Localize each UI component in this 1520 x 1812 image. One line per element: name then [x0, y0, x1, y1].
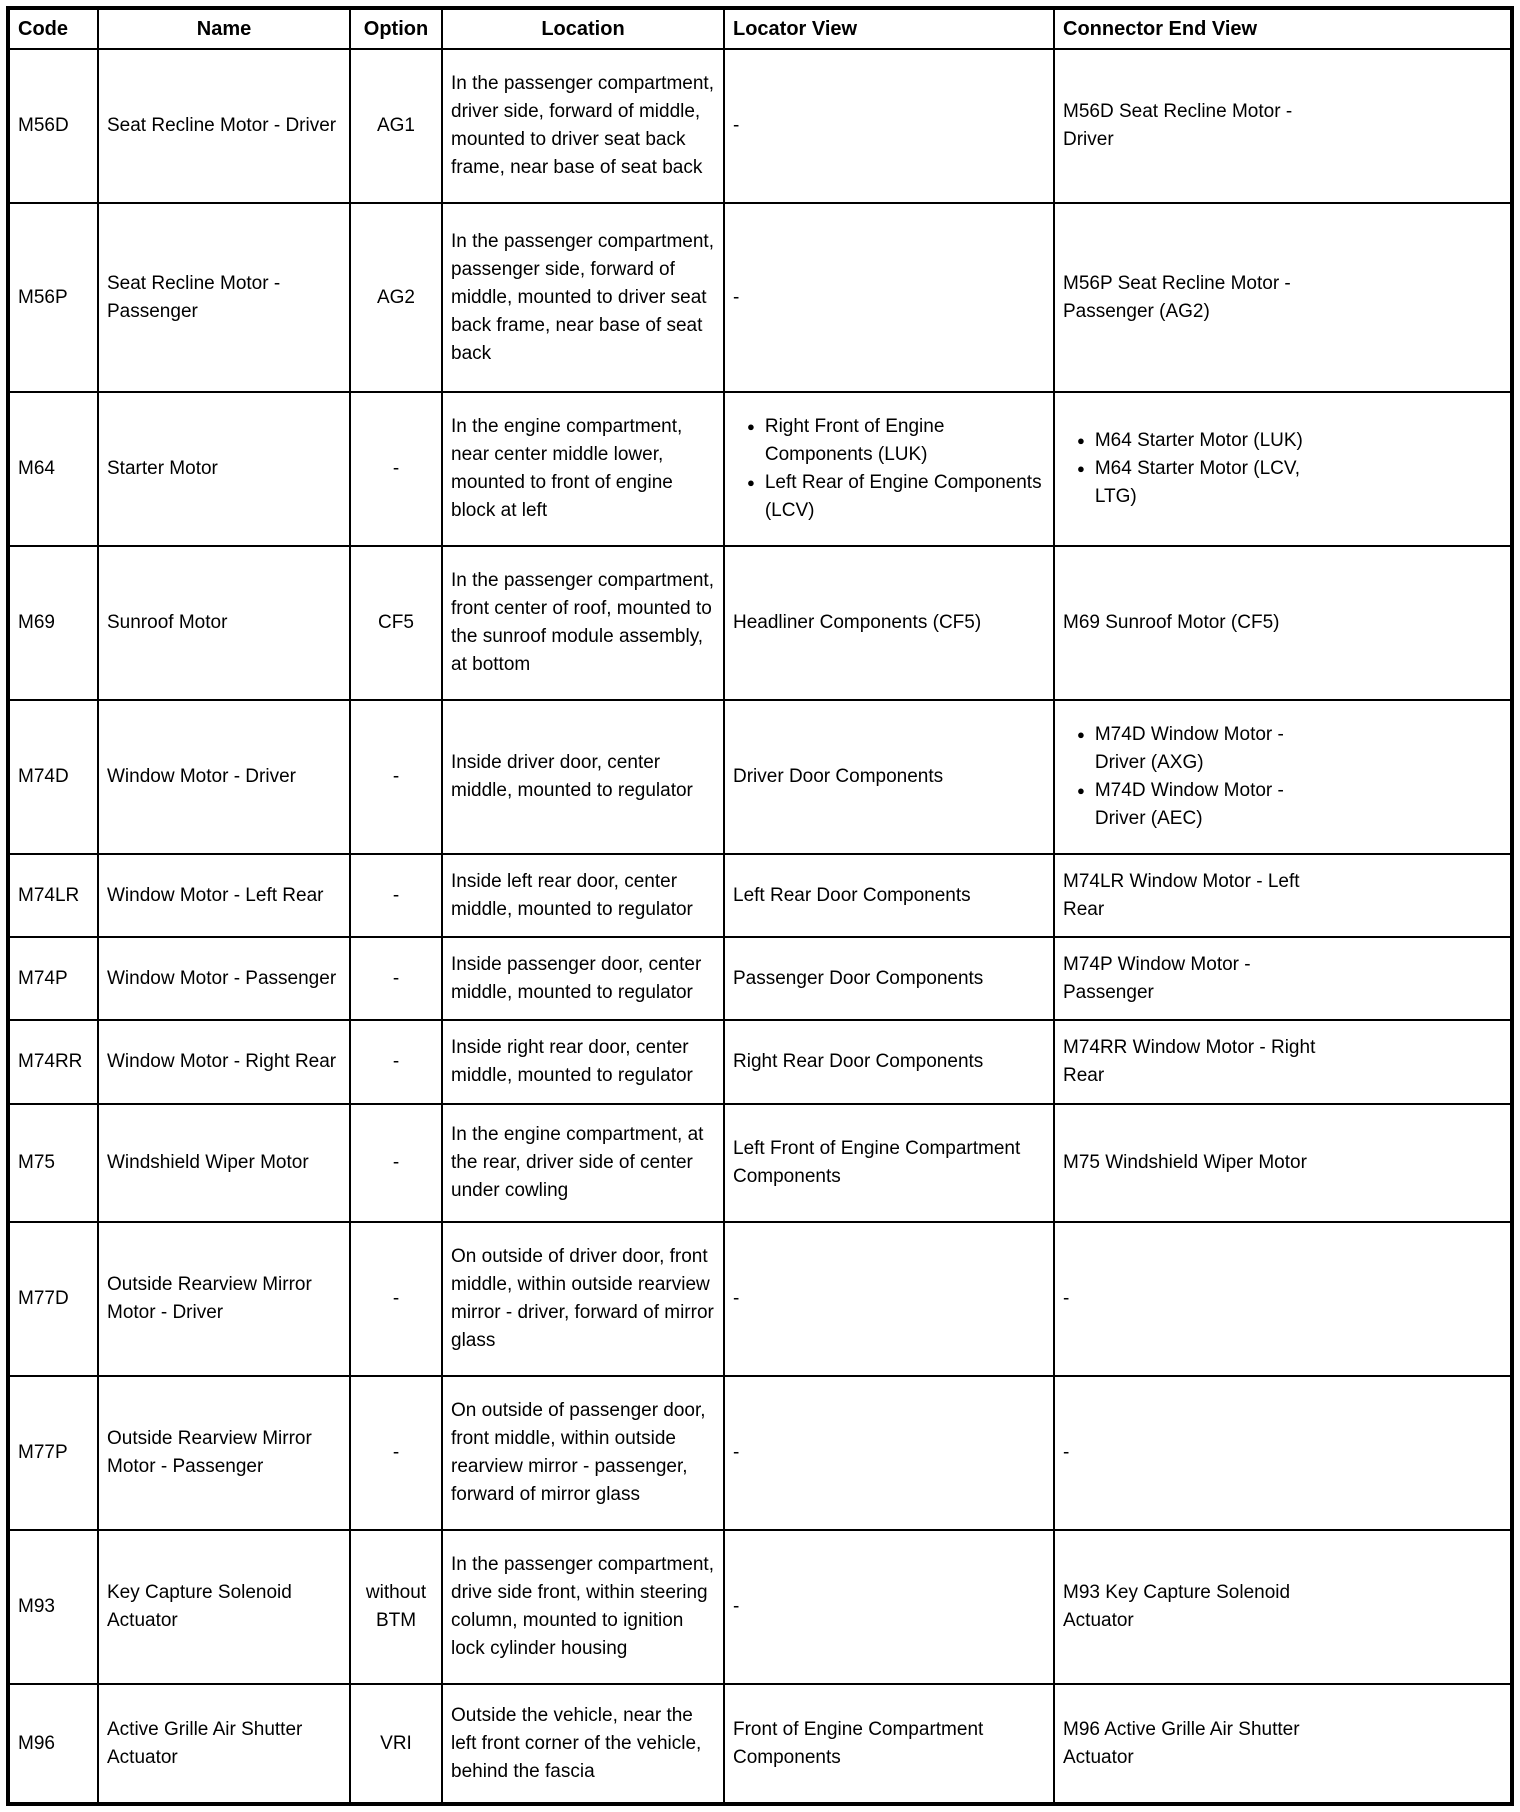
cell-content-option: -: [392, 884, 400, 906]
header-row: [8, 8, 1512, 49]
cell-connector_end_view: [1054, 1376, 1512, 1530]
cell-content-connector_end_view: M96 Active Grille Air Shutter Actuator: [1063, 1718, 1300, 1768]
bullet-text: M74D Window Motor - Driver (AEC): [1094, 779, 1284, 829]
cell-content-name: Window Motor - Right Rear: [107, 1051, 337, 1073]
cell-connector_end_view: [1054, 1684, 1512, 1804]
cell-option: [350, 49, 442, 203]
cell-content-option: AG2: [376, 286, 416, 308]
bullet-item: [1077, 721, 1318, 777]
cell-content-name: Active Grille Air Shutter Actuator: [107, 1718, 303, 1768]
column-header-location: Location: [442, 8, 724, 49]
cell-connector_end_view: [1054, 1104, 1512, 1223]
cell-name: [98, 392, 350, 546]
table-row-M56D: [8, 49, 1512, 203]
cell-content-code: M77D: [18, 1288, 69, 1310]
column-header-option: Option: [350, 8, 442, 49]
cell-content-code: M56P: [18, 286, 68, 308]
cell-content-location: On outside of driver door, front middle, within outside rearview mirror - driver, forward of mirror glass: [451, 1246, 714, 1352]
cell-locator_view: [724, 392, 1054, 546]
table-row-M74RR: [8, 1020, 1512, 1103]
cell-content-code: M96: [18, 1732, 55, 1754]
cell-connector_end_view: [1054, 546, 1512, 700]
cell-connector_end_view: [1054, 937, 1512, 1020]
cell-content-locator_view: -: [733, 1288, 740, 1310]
cell-location: [442, 1530, 724, 1684]
bullet-icon: ●: [747, 419, 755, 435]
table-row-M96: [8, 1684, 1512, 1804]
cell-code: [8, 49, 98, 203]
cell-name: [98, 854, 350, 937]
cell-locator_view: [724, 937, 1054, 1020]
cell-option: [350, 1104, 442, 1223]
cell-code: [8, 203, 98, 392]
cell-location: [442, 1222, 724, 1376]
cell-option: [350, 1684, 442, 1804]
cell-content-location: In the passenger compartment, driver side, forward of middle, mounted to driver seat back frame, near base of seat back: [451, 72, 714, 178]
table-row-M64: [8, 392, 1512, 546]
cell-name: [98, 1530, 350, 1684]
cell-content-name: Starter Motor: [107, 458, 218, 480]
cell-content-code: M77P: [18, 1442, 68, 1464]
cell-code: [8, 700, 98, 854]
cell-location: [442, 392, 724, 546]
bullet-icon: ●: [1077, 782, 1085, 798]
cell-code: [8, 854, 98, 937]
column-header-code: Code: [8, 8, 98, 49]
cell-option: [350, 854, 442, 937]
cell-content-option: -: [392, 765, 400, 787]
bullet-icon: ●: [1077, 726, 1085, 742]
cell-content-code: M93: [18, 1596, 55, 1618]
cell-name: [98, 1684, 350, 1804]
cell-content-connector_end_view: M74P Window Motor - Passenger: [1063, 953, 1251, 1003]
cell-content-code: M74LR: [18, 884, 80, 906]
cell-content-locator_view: Passenger Door Components: [733, 967, 984, 989]
cell-code: [8, 1222, 98, 1376]
cell-content-locator_view: Left Rear Door Components: [733, 884, 971, 906]
cell-content-connector_end_view: [1063, 721, 1318, 833]
cell-content-location: Inside right rear door, center middle, mounted to regulator: [451, 1037, 693, 1087]
cell-content-option: -: [392, 1442, 400, 1464]
cell-content-connector_end_view: M75 Windshield Wiper Motor: [1063, 1152, 1307, 1174]
cell-code: [8, 1684, 98, 1804]
bullet-text: Left Rear of Engine Components (LCV): [764, 472, 1042, 522]
cell-code: [8, 1530, 98, 1684]
cell-option: [350, 392, 442, 546]
cell-content-location: Inside driver door, center middle, mounted to regulator: [451, 751, 693, 801]
cell-content-option: without BTM: [365, 1582, 427, 1632]
cell-content-code: M74D: [18, 765, 69, 787]
cell-content-location: In the engine compartment, at the rear, driver side of center under cowling: [451, 1124, 704, 1202]
cell-name: [98, 1104, 350, 1223]
cell-locator_view: [724, 546, 1054, 700]
cell-content-locator_view: Headliner Components (CF5): [733, 612, 982, 634]
bullet-text: Right Front of Engine Components (LUK): [764, 416, 945, 466]
cell-code: [8, 392, 98, 546]
cell-content-name: Outside Rearview Mirror Motor - Passenger: [107, 1428, 312, 1478]
cell-content-locator_view: Left Front of Engine Compartment Components: [733, 1138, 1021, 1188]
cell-content-locator_view: Driver Door Components: [733, 765, 944, 787]
cell-content-connector_end_view: M74RR Window Motor - Right Rear: [1063, 1037, 1316, 1087]
cell-content-name: Window Motor - Left Rear: [107, 884, 324, 906]
cell-option: [350, 1020, 442, 1103]
cell-content-name: Key Capture Solenoid Actuator: [107, 1582, 292, 1632]
cell-code: [8, 1104, 98, 1223]
bullet-icon: ●: [747, 475, 755, 491]
cell-locator_view: [724, 49, 1054, 203]
cell-locator_view: [724, 700, 1054, 854]
bullet-item: [1077, 455, 1318, 511]
bullet-list: [1063, 427, 1318, 511]
cell-content-location: In the passenger compartment, front center of roof, mounted to the sunroof module assembly, at bottom: [451, 570, 714, 676]
cell-location: [442, 854, 724, 937]
cell-code: [8, 1020, 98, 1103]
cell-locator_view: [724, 1020, 1054, 1103]
bullet-item: [1077, 777, 1318, 833]
cell-option: [350, 546, 442, 700]
bullet-text: M74D Window Motor - Driver (AXG): [1094, 723, 1284, 773]
cell-content-location: On outside of passenger door, front middle, within outside rearview mirror - passenger, forward of mirror glass: [451, 1400, 706, 1506]
cell-content-code: M74P: [18, 967, 68, 989]
cell-content-name: Seat Recline Motor - Driver: [107, 114, 337, 136]
cell-name: [98, 700, 350, 854]
cell-locator_view: [724, 203, 1054, 392]
bullet-text: M64 Starter Motor (LUK): [1094, 430, 1303, 452]
cell-content-location: Outside the vehicle, near the left front corner of the vehicle, behind the fascia: [451, 1704, 702, 1782]
bullet-list: [733, 413, 1045, 525]
cell-option: [350, 937, 442, 1020]
cell-name: [98, 1376, 350, 1530]
cell-content-connector_end_view: [1063, 427, 1318, 511]
table-row-M74D: [8, 700, 1512, 854]
cell-name: [98, 49, 350, 203]
cell-content-name: Windshield Wiper Motor: [107, 1152, 309, 1174]
bullet-item: [1077, 427, 1318, 455]
cell-content-name: Sunroof Motor: [107, 612, 228, 634]
cell-name: [98, 1222, 350, 1376]
cell-content-code: M64: [18, 458, 55, 480]
cell-code: [8, 546, 98, 700]
cell-connector_end_view: [1054, 203, 1512, 392]
cell-content-option: CF5: [378, 612, 414, 634]
cell-content-locator_view: Right Rear Door Components: [733, 1051, 984, 1073]
cell-name: [98, 546, 350, 700]
cell-content-option: -: [392, 458, 400, 480]
cell-option: [350, 700, 442, 854]
cell-locator_view: [724, 854, 1054, 937]
column-header-name: Name: [98, 8, 350, 49]
cell-location: [442, 1104, 724, 1223]
cell-content-option: -: [392, 1288, 400, 1310]
cell-content-location: In the engine compartment, near center middle lower, mounted to front of engine block at left: [451, 416, 683, 522]
bullet-icon: ●: [1077, 461, 1085, 477]
cell-content-location: Inside left rear door, center middle, mounted to regulator: [451, 870, 693, 920]
table-row-M69: [8, 546, 1512, 700]
cell-content-name: Seat Recline Motor - Passenger: [107, 272, 281, 322]
cell-code: [8, 1376, 98, 1530]
cell-name: [98, 937, 350, 1020]
cell-content-option: AG1: [376, 114, 416, 136]
table-row-M75: [8, 1104, 1512, 1223]
bullet-item: [747, 413, 1045, 469]
cell-connector_end_view: [1054, 854, 1512, 937]
cell-location: [442, 203, 724, 392]
cell-location: [442, 1376, 724, 1530]
cell-content-connector_end_view: M56D Seat Recline Motor - Driver: [1063, 100, 1293, 150]
column-header-connector_end_view: Connector End View: [1054, 8, 1512, 49]
cell-name: [98, 1020, 350, 1103]
table-body: [8, 49, 1512, 1804]
table-row-M74LR: [8, 854, 1512, 937]
cell-name: [98, 203, 350, 392]
cell-content-location: In the passenger compartment, passenger side, forward of middle, mounted to driver seat back frame, near base of seat back: [451, 230, 714, 364]
cell-content-locator_view: -: [733, 286, 740, 308]
cell-locator_view: [724, 1222, 1054, 1376]
cell-content-name: Window Motor - Driver: [107, 765, 296, 787]
cell-content-option: -: [392, 1051, 400, 1073]
cell-option: [350, 203, 442, 392]
cell-content-option: -: [392, 967, 400, 989]
bullet-item: [747, 469, 1045, 525]
cell-content-code: M69: [18, 612, 55, 634]
cell-location: [442, 700, 724, 854]
bullet-text: M64 Starter Motor (LCV, LTG): [1094, 458, 1301, 508]
cell-content-name: Window Motor - Passenger: [107, 967, 337, 989]
cell-option: [350, 1530, 442, 1684]
cell-content-code: M75: [18, 1152, 55, 1174]
cell-connector_end_view: [1054, 392, 1512, 546]
cell-locator_view: [724, 1376, 1054, 1530]
component-locator-table: [6, 6, 1514, 1806]
cell-content-location: In the passenger compartment, drive side front, within steering column, mounted to ignition lock cylinder housing: [451, 1554, 714, 1660]
cell-location: [442, 1020, 724, 1103]
cell-content-option: -: [392, 1152, 400, 1174]
cell-location: [442, 937, 724, 1020]
cell-connector_end_view: [1054, 1222, 1512, 1376]
cell-content-name: Outside Rearview Mirror Motor - Driver: [107, 1274, 312, 1324]
cell-content-code: M56D: [18, 114, 69, 136]
cell-locator_view: [724, 1684, 1054, 1804]
column-header-locator_view: Locator View: [724, 8, 1054, 49]
cell-content-connector_end_view: M93 Key Capture Solenoid Actuator: [1063, 1582, 1291, 1632]
cell-locator_view: [724, 1104, 1054, 1223]
table-row-M77P: [8, 1376, 1512, 1530]
cell-content-locator_view: [733, 413, 1045, 525]
cell-locator_view: [724, 1530, 1054, 1684]
table-row-M74P: [8, 937, 1512, 1020]
bullet-icon: ●: [1077, 433, 1085, 449]
cell-content-locator_view: -: [733, 1442, 740, 1464]
cell-content-option: VRI: [380, 1732, 412, 1754]
cell-content-locator_view: -: [733, 114, 740, 136]
cell-content-connector_end_view: -: [1063, 1288, 1070, 1310]
cell-content-code: M74RR: [18, 1051, 83, 1073]
cell-content-connector_end_view: -: [1063, 1442, 1070, 1464]
bullet-list: [1063, 721, 1318, 833]
cell-option: [350, 1376, 442, 1530]
cell-connector_end_view: [1054, 49, 1512, 203]
table-row-M93: [8, 1530, 1512, 1684]
cell-option: [350, 1222, 442, 1376]
cell-location: [442, 1684, 724, 1804]
cell-location: [442, 49, 724, 203]
cell-code: [8, 937, 98, 1020]
cell-content-locator_view: -: [733, 1596, 740, 1618]
cell-content-connector_end_view: M56P Seat Recline Motor - Passenger (AG2): [1063, 272, 1291, 322]
table-row-M56P: [8, 203, 1512, 392]
cell-content-location: Inside passenger door, center middle, mounted to regulator: [451, 953, 702, 1003]
cell-connector_end_view: [1054, 1530, 1512, 1684]
cell-connector_end_view: [1054, 700, 1512, 854]
cell-location: [442, 546, 724, 700]
table-head: [8, 8, 1512, 49]
cell-content-locator_view: Front of Engine Compartment Components: [733, 1718, 984, 1768]
cell-content-connector_end_view: M69 Sunroof Motor (CF5): [1063, 612, 1280, 634]
table-row-M77D: [8, 1222, 1512, 1376]
cell-connector_end_view: [1054, 1020, 1512, 1103]
cell-content-connector_end_view: M74LR Window Motor - Left Rear: [1063, 870, 1300, 920]
